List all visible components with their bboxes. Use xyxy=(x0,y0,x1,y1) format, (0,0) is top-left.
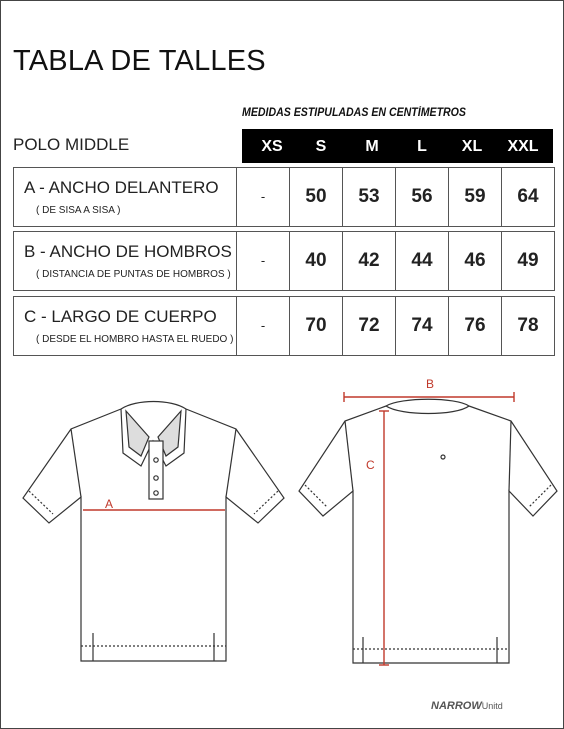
measure-label-c: C xyxy=(366,458,375,472)
table-cell: 46 xyxy=(448,231,502,291)
row-subtitle: ( DISTANCIA DE PUNTAS DE HOMBROS ) xyxy=(36,269,231,280)
table-cell: 72 xyxy=(342,296,396,356)
row-subtitle: ( DESDE EL HOMBRO HASTA EL RUEDO ) xyxy=(36,334,234,345)
table-cell: - xyxy=(236,231,290,291)
table-cell: 76 xyxy=(448,296,502,356)
product-name: POLO MIDDLE xyxy=(13,135,130,154)
size-header-xl: XL xyxy=(461,138,483,155)
table-cell: 42 xyxy=(342,231,396,291)
row-subtitle: ( DE SISA A SISA ) xyxy=(36,205,121,216)
page-title: TABLA DE TALLES xyxy=(13,45,266,77)
measure-label-b: B xyxy=(426,377,435,391)
size-header-m: M xyxy=(365,138,379,155)
table-cell: 56 xyxy=(395,167,449,227)
size-header-l: L xyxy=(417,138,427,155)
brand-logo xyxy=(431,700,503,712)
row-title: B - ANCHO DE HOMBROS xyxy=(24,242,232,261)
table-cell: 74 xyxy=(395,296,449,356)
size-header-xxl: XXL xyxy=(507,138,539,155)
polo-back-illustration xyxy=(299,399,557,663)
table-cell: 40 xyxy=(289,231,343,291)
row-title: A - ANCHO DELANTERO xyxy=(24,178,219,197)
table-cell: 53 xyxy=(342,167,396,227)
brand-suffix: Unitd xyxy=(481,701,503,711)
table-cell: 78 xyxy=(501,296,555,356)
table-cell: 64 xyxy=(501,167,555,227)
table-cell: 70 xyxy=(289,296,343,356)
size-header-s: S xyxy=(315,138,327,155)
measure-label-a: A xyxy=(105,497,114,511)
table-cell: - xyxy=(236,296,290,356)
table-cell: 49 xyxy=(501,231,555,291)
table-cell: 59 xyxy=(448,167,502,227)
table-cell: - xyxy=(236,167,290,227)
brand-main: NARROW xyxy=(431,700,482,712)
table-cell: 50 xyxy=(289,167,343,227)
row-title: C - LARGO DE CUERPO xyxy=(24,307,217,326)
garment-diagrams xyxy=(1,1,563,728)
size-header-xs: XS xyxy=(261,138,283,155)
table-cell: 44 xyxy=(395,231,449,291)
polo-front-illustration xyxy=(23,402,284,662)
measures-subtitle: MEDIDAS ESTIPULADAS EN CENTÍMETROS xyxy=(242,107,466,119)
